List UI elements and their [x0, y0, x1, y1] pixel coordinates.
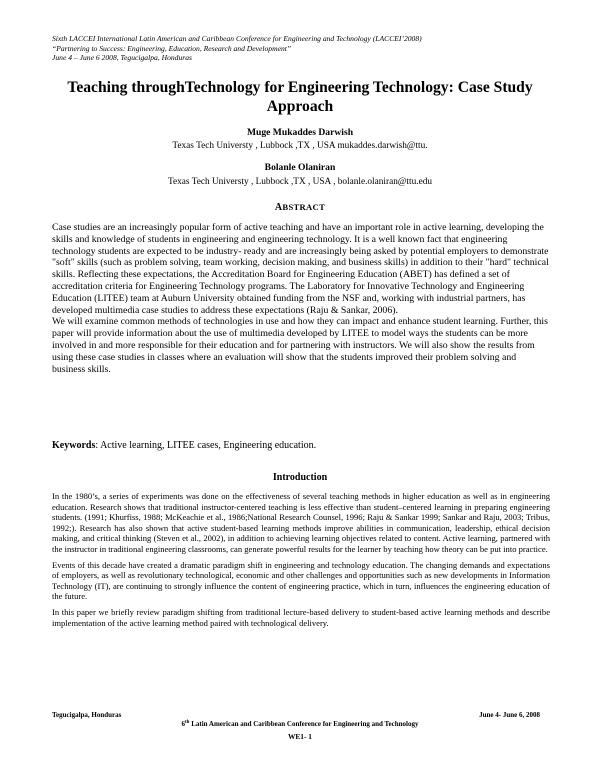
page-number: WE1- 1 — [287, 732, 313, 741]
footer-conference-name: Latin American and Caribbean Conference for Engineering and Technology — [189, 720, 419, 728]
author-name-2: Bolanle Olaniran — [264, 162, 336, 173]
footer-date: June 4- June 6, 2008 — [479, 711, 540, 719]
introduction-paragraph-2: Events of this decade have created a dramatic paradigm shift in engineering and technology education. The changing demands and expectations of employers, as well as revolutionary technological, economic and other challenges and opportunities such as new developments in Information Technology (IT), are continuing to strongly influence the content of engineering practice, which in turn, influences the engineering education of the future. — [52, 559, 550, 602]
keywords — [52, 440, 550, 451]
abstract-body — [52, 222, 550, 375]
author-affiliation-2: Texas Tech Universty , Lubbock ,TX , USA , bolanle.olaniran@ttu.edu — [168, 177, 432, 187]
header-line-3: June 4 – June 6 2008, Tegucigalpa, Honduras — [52, 53, 192, 63]
abstract-heading — [40, 202, 560, 213]
introduction-paragraph-3: In this paper we briefly review paradigm shifting from traditional lecture-based delivery to student-based active learning methods and describe implementation of the active learning method paired with technological delivery. — [52, 606, 550, 628]
introduction-heading: Introduction — [272, 472, 328, 483]
abstract-heading-rest: BSTRACT — [282, 202, 326, 212]
author-name-1: Muge Mukaddes Darwish — [246, 127, 354, 138]
header-line-1: Sixth LACCEI International Latin American and Caribbean Conference for Engineering and Technology (LACCEI’2008) — [52, 34, 422, 43]
footer-conference-suffix: th — [185, 720, 190, 725]
header-line-2: “Partnering to Success: Engineering, Education, Research and Development” — [52, 43, 292, 53]
footer-conference — [40, 720, 560, 728]
introduction-paragraph-1: In the 1980’s, a series of experiments was done on the effectiveness of several teaching methods in higher education as well as in engineering education. Research shows that traditional instructor-centered teaching is less effective than student–centered learning in preparing engineering students. (1991; Khurfiss, 1988; McKeachie et al., 1986;National Research Counsel, 1996; Raju & Sankar 1999; Sankar and Raju, 2003; Tribus, 1992;). Research has also shown that active student-based learning methods improve abilities in communication, leadership, ethical decision making, and critical thinking (Steven et al., 2002), in addition to achieving learning objectives related to content. Active learning, partnered with the instructor in traditional engineering classrooms, can generate powerful results for the learner by teaching how theory can be put into practice. — [52, 491, 550, 554]
abstract-heading-initial: A — [274, 202, 283, 213]
footer-conference-number: 6 — [181, 720, 186, 728]
keywords-text: : Active learning, LITEE cases, Engineering education. — [95, 440, 317, 451]
paper-title: Teaching throughTechnology for Engineering Technology: Case Study Approach — [67, 79, 533, 115]
abstract-paragraph-1: Case studies are an increasingly popular form of active teaching and have an important role in active learning, developing the skills and knowledge of students in engineering and engineering technology. It is a well known fact that engineering technology students are expected to be industry- ready and are increasingly being asked by potential employers to demonstrate "soft" skills (such as problem solving, team working, decision making, and business skills) in addition to their "hard" technical skills. Reflecting these expectations, the Accreditation Board for Engineering Education (ABET) has defined a set of accreditation criteria for Engineering Technology programs. The Laboratory for Innovative Technology and Engineering Education (LITEE) team at Auburn University obtained funding from the NSF and, working with industrial partners, has developed multimedia case studies to address these expectations (Raju & Sankar, 2006). — [52, 222, 549, 316]
abstract-paragraph-2: We will examine common methods of technologies in use and how they can impact and enhance student learning. Further, this paper will provide information about the use of multimedia developed by LITEE to model ways the students can be more involved in and more responsible for their education and for partnering with instructors. We will also show the results from using these case studies in classes where an evaluation will show that the students improved their problem solving and business skills. — [52, 316, 548, 375]
keywords-label: Keywords — [52, 440, 96, 451]
author-affiliation-1: Texas Tech Universty , Lubbock ,TX , USA mukaddes.darwish@ttu. — [172, 141, 428, 151]
conference-header — [52, 34, 552, 63]
footer-location: Tegucigalpa, Honduras — [52, 711, 122, 719]
introduction-body — [52, 491, 550, 633]
